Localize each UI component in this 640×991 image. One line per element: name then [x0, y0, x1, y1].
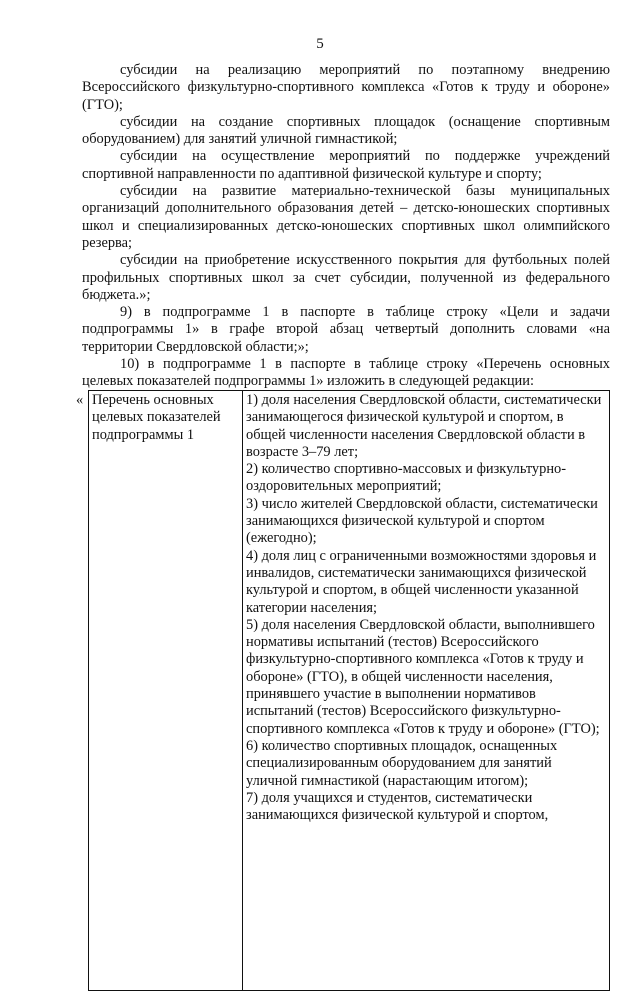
- indicator-item: 5) доля населения Свердловской области, выполнившего нормативы испытаний (тестов) Всероссийского физкультурно-спортивного комплекса «Готов к труду и обороне» (ГТО), в общей численности населения, принявшего участие в выполнении нормативов испытаний (тестов) Всероссийского физкультурно-спортивного комплекса «Готов к труду и обороне» (ГТО);: [246, 616, 600, 737]
- table-row: [89, 391, 610, 991]
- passport-table-wrap: [74, 390, 610, 905]
- paragraph: 10) в подпрограмме 1 в паспорте в таблице строку «Перечень основных целевых показателей подпрограммы 1» изложить в следующей редакции:: [82, 356, 610, 390]
- indicator-item: 4) доля лиц с ограниченными возможностями здоровья и инвалидов, систематически занимающихся физической культурой и спортом, в общей численности указанной категории населения;: [246, 547, 597, 616]
- paragraph: субсидии на развитие материально-технической базы муниципальных организаций дополнительного образования детей – детско-юношеских спортивных школ и специализированных детско-юношеских спортивных школ олимпийского резерва;: [82, 183, 610, 251]
- indicator-item: 7) доля учащихся и студентов, систематически занимающихся физической культурой и спортом,: [246, 789, 549, 824]
- indicator-item: 1) доля населения Свердловской области, систематически занимающегося физической культурой и спортом, в общей численности населения Свердловской области в возрасте 3–79 лет;: [246, 392, 602, 460]
- paragraph: субсидии на реализацию мероприятий по поэтапному внедрению Всероссийского физкультурно-спортивного комплекса «Готов к труду и обороне» (ГТО);: [82, 62, 610, 113]
- indicator-item: 3) число жителей Свердловской области, систематически занимающихся физической культурой и спортом (ежегодно);: [246, 495, 598, 547]
- table-cell-indicators: [243, 391, 610, 991]
- indicator-item: 6) количество спортивных площадок, оснащенных специализированным оборудованием для занятий уличной гимнастикой (нарастающим итогом);: [246, 737, 558, 789]
- open-quote: «: [76, 392, 84, 408]
- body-text: [82, 62, 610, 391]
- paragraph: субсидии на осуществление мероприятий по поддержке учреждений спортивной направленности по адаптивной физической культуре и спорту;: [82, 148, 610, 182]
- paragraph: субсидии на создание спортивных площадок (оснащение спортивным оборудованием) для занятий уличной гимнастикой;: [82, 113, 610, 148]
- passport-table: [88, 390, 610, 991]
- paragraph: субсидии на приобретение искусственного покрытия для футбольных полей профильных спортивных школ за счет субсидии, полученной из федерального бюджета.»;: [82, 252, 610, 303]
- page-number: 5: [316, 36, 324, 52]
- indicator-item: 2) количество спортивно-массовых и физкультурно-оздоровительных мероприятий;: [246, 461, 567, 495]
- paragraph: 9) в подпрограмме 1 в паспорте в таблице строку «Цели и задачи подпрограммы 1» в графе второй абзац четвертый дополнить словами «на территории Свердловской области;»;: [82, 304, 610, 355]
- table-cell-label: Перечень основных целевых показателей подпрограммы 1: [89, 391, 243, 991]
